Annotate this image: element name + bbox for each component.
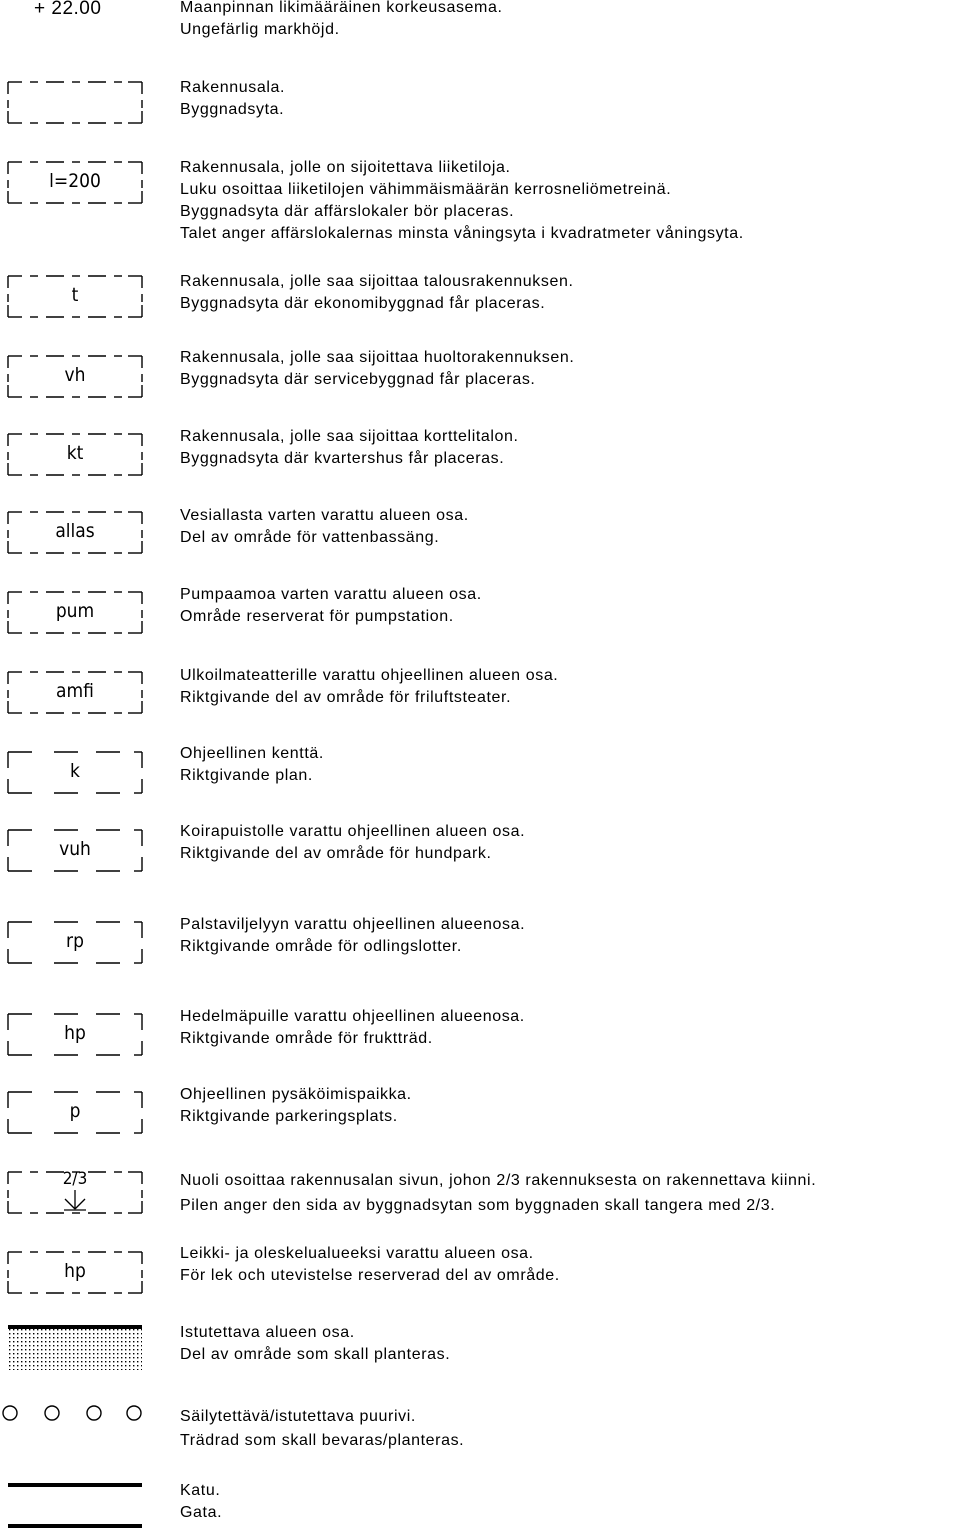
symbol-code: rp [66,930,84,952]
legend-text-fi: Pumpaamoa varten varattu alueen osa. [180,586,482,603]
legend-text-fi: Maanpinnan likimääräinen korkeusasema. [180,0,503,16]
legend-text-sv: Byggnadsyta där kvartershus får placeras. [180,450,505,467]
legend-text-fi: Ohjeellinen kenttä. [180,745,324,762]
legend-row-vuh [0,818,960,878]
symbol-code: amfi [56,680,94,702]
legend-row-hp-fruit [0,1002,960,1062]
legend-row-vh [0,344,960,404]
legend-text-sv: Riktgivande parkeringsplats. [180,1108,398,1125]
legend-text-fi: Vesiallasta varten varattu alueen osa. [180,507,469,524]
legend-row-hp-play [0,1240,960,1300]
dotted-area-symbol [8,1324,142,1372]
legend-text-fi: Koirapuistolle varattu ohjeellinen alueen osa. [180,823,526,840]
legend-text-fi: Ohjeellinen pysäköimispaikka. [180,1086,412,1103]
legend-row-pum [0,580,960,640]
legend-row-building-area [0,70,960,130]
legend-text-fi: Leikki- ja oleskelualueeksi varattu alueen osa. [180,1245,534,1262]
symbol-code: hp [64,1260,86,1282]
legend-text-sv-2: Talet anger affärslokalernas minsta våningsyta i kvadratmeter våningsyta. [180,225,744,242]
legend-text-sv: Riktgivande område för odlingslotter. [180,938,462,955]
symbol-code: kt [66,442,84,464]
dashed-box-symbol [8,1246,142,1298]
legend-text-sv: Gata. [180,1504,223,1521]
symbol-code: vh [64,364,86,386]
legend-text-sv: Del av område som skall planteras. [180,1346,451,1363]
legend-text-sv: Trädrad som skall bevaras/planteras. [180,1432,465,1449]
legend-row-allas [0,500,960,560]
long-dash-box-symbol [8,824,142,876]
dashed-box-symbol [8,586,142,638]
dashed-box-symbol [8,270,142,322]
legend-text-sv: Riktgivande del av område för hundpark. [180,845,492,862]
legend-text-fi: Ulkoilmateatterille varattu ohjeellinen alueen osa. [180,667,559,684]
symbol-code: 2/3 [62,1169,88,1189]
symbol-code: pum [55,600,95,622]
legend-row-two-thirds [0,1160,960,1220]
legend-row-amfi [0,660,960,720]
dashed-box-symbol [8,350,142,402]
legend-text-sv: Område reserverat för pumpstation. [180,608,454,625]
legend-row-street [0,1476,960,1531]
street-symbol [8,1476,142,1531]
long-dash-box-symbol [8,1008,142,1060]
legend-row-rp [0,910,960,970]
dashed-box-symbol [8,156,142,208]
legend-text-sv: Byggnadsyta där affärslokaler bör placeras. [180,203,515,220]
symbol-code: l=200 [49,170,101,192]
long-dash-box-symbol [8,746,142,798]
legend-text-fi: Rakennusala, jolle saa sijoittaa korttelitalon. [180,428,519,445]
long-dash-box-symbol [8,916,142,968]
legend-text-fi-2: Luku osoittaa liiketilojen vähimmäismäärän kerrosneliömetreinä. [180,181,672,198]
legend-text-sv: Byggnadsyta där servicebyggnad får placeras. [180,371,536,388]
symbol-code: allas [55,520,95,542]
legend-text-sv: Del av område för vattenbassäng. [180,529,440,546]
tree-row-symbol [0,1398,150,1428]
symbol-code: hp [64,1022,86,1044]
symbol-code: vuh [59,838,91,860]
dashed-box-symbol [8,428,142,480]
legend-text-sv: Pilen anger den sida av byggnadsytan som byggnaden skall tangera med 2/3. [180,1197,776,1214]
legend-text-fi: Rakennusala, jolle saa sijoittaa talousrakennuksen. [180,273,574,290]
legend-text-sv: Riktgivande plan. [180,767,313,784]
symbol-code: k [70,760,80,782]
legend-text-fi: Nuoli osoittaa rakennusalan sivun, johon 2/3 rakennuksesta on rakennettava kiinni. [180,1172,817,1189]
legend-text-fi: Rakennusala, jolle on sijoitettava liiketiloja. [180,159,511,176]
dashed-box-symbol [8,506,142,558]
legend-row-elevation [0,0,960,44]
long-dash-box-symbol [8,1086,142,1138]
legend-text-fi: Hedelmäpuille varattu ohjeellinen alueenosa. [180,1008,525,1025]
legend-text-sv: För lek och utevistelse reserverad del av område. [180,1267,560,1284]
legend-text-fi: Rakennusala. [180,79,286,96]
legend-row-commercial-space [0,150,960,250]
legend-row-k [0,740,960,800]
legend-text-sv: Ungefärlig markhöjd. [180,21,340,38]
legend-text-sv: Riktgivande område för fruktträd. [180,1030,433,1047]
arrow-down-icon [8,1166,142,1218]
symbol-code: p [69,1100,81,1122]
legend-row-planting-area [0,1320,960,1380]
legend-row-t [0,264,960,324]
legend-text-sv: Byggnadsyta. [180,101,285,118]
legend-row-p [0,1080,960,1140]
dashed-box-symbol [8,76,142,128]
legend-row-tree-row [0,1398,960,1458]
symbol-code: t [71,284,79,306]
legend-row-kt [0,422,960,482]
legend-text-sv: Byggnadsyta där ekonomibyggnad får placeras. [180,295,546,312]
dashed-box-arrow-symbol [8,1166,142,1218]
legend-text-sv: Riktgivande del av område för friluftsteater. [180,689,512,706]
legend-text-fi: Katu. [180,1482,221,1499]
legend-text-fi: Palstaviljelyyn varattu ohjeellinen alueenosa. [180,916,526,933]
legend-text-fi: Istutettava alueen osa. [180,1324,355,1341]
dashed-box-symbol [8,666,142,718]
legend-text-fi: Rakennusala, jolle saa sijoittaa huoltorakennuksen. [180,349,575,366]
elevation-label: + 22.00 [34,0,102,19]
legend-text-fi: Säilytettävä/istutettava puurivi. [180,1408,416,1425]
